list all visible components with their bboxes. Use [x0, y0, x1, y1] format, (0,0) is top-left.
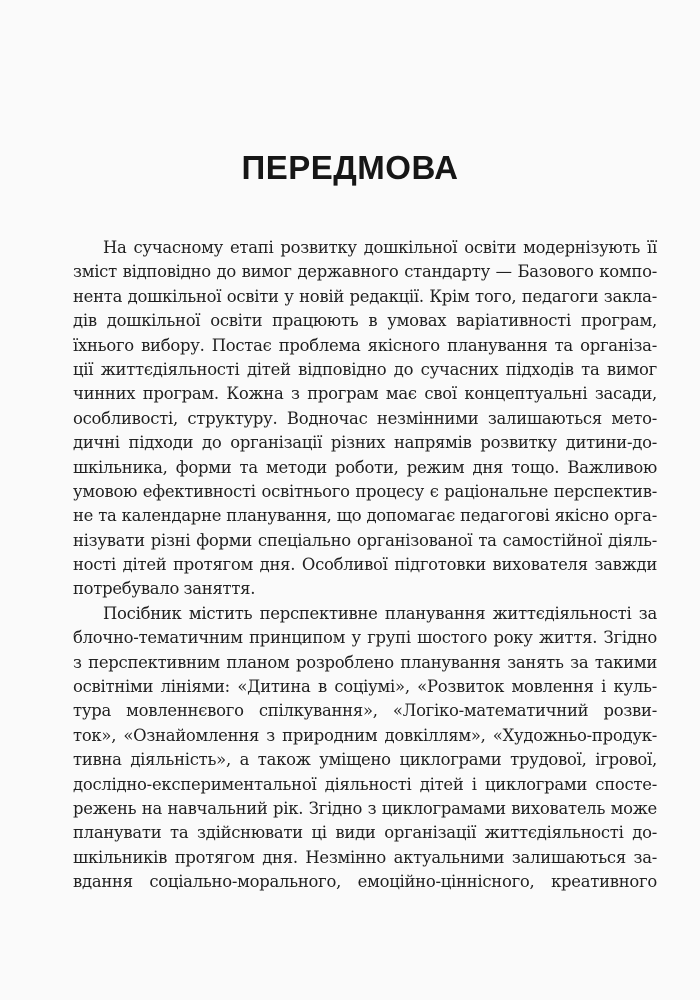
text-line: зміст відповідно до вимог державного стандарту — Базового компо- — [73, 262, 657, 282]
text-line: дів дошкільної освіти працюють в умовах варіативності програм, — [73, 311, 657, 331]
text-line: дослідно-експериментальної діяльності дітей і циклограми спосте- — [73, 774, 657, 794]
page-title: ПЕРЕДМОВА — [241, 149, 459, 186]
text-line: умовою ефективності освітнього процесу є раціональне перспектив- — [73, 481, 657, 501]
text-line: особливості, структуру. Водночас незмінними залишаються мето- — [73, 408, 657, 428]
text-line: їхнього вибору. Постає проблема якісного планування та організа- — [73, 335, 657, 355]
text-line: ності дітей протягом дня. Особливої підготовки вихователя завжди — [73, 555, 657, 575]
text-line: чинних програм. Кожна з програм має свої концептуальні засади, — [73, 384, 657, 404]
text-line: вдання соціально-морального, емоційно-ціннісного, креативного — [73, 872, 657, 892]
text-line: ції життєдіяльності дітей відповідно до сучасних підходів та вимог — [73, 359, 657, 379]
text-line: з перспективним планом розроблено планування занять за такими — [73, 652, 657, 672]
text-line: нента дошкільної освіти у новій редакції. Крім того, педагоги закла- — [73, 286, 657, 306]
text-line: освітніми лініями: «Дитина в соціумі», «Розвиток мовлення і куль- — [73, 677, 657, 697]
text-line: планувати та здійснювати ці види організації життєдіяльності до- — [73, 823, 657, 843]
text-line: дичні підходи до організації різних напрямів розвитку дитини-до- — [73, 433, 657, 453]
text-line: Посібник містить перспективне планування життєдіяльності за — [103, 603, 657, 623]
paragraph-2 — [73, 602, 657, 895]
paragraph-1 — [73, 236, 657, 602]
text-line: тивна діяльність», а також уміщено циклограми трудової, ігрової, — [73, 750, 657, 770]
text-line: режень на навчальний рік. Згідно з циклограмами вихователь може — [73, 798, 657, 818]
text-line: На сучасному етапі розвитку дошкільної освіти модернізують її — [103, 238, 657, 257]
text-line: потребувало заняття. — [73, 579, 256, 599]
preface-body — [73, 236, 657, 895]
text-line: ток», «Ознайомлення з природним довкіллям», «Художньо-продук- — [73, 725, 657, 745]
text-line: не та календарне планування, що допомагає педагогові якісно орга- — [73, 506, 657, 526]
text-line: тура мовленнєвого спілкування», «Логіко-математичний розви- — [73, 701, 657, 721]
text-line: блочно-тематичним принципом у групі шостого року життя. Згідно — [73, 628, 657, 648]
text-line: нізувати різні форми спеціально організованої та самостійної діяль- — [73, 530, 657, 550]
text-line: шкільника, форми та методи роботи, режим дня тощо. Важливою — [73, 457, 657, 477]
text-line: шкільників протягом дня. Незмінно актуальними залишаються за- — [73, 847, 657, 867]
